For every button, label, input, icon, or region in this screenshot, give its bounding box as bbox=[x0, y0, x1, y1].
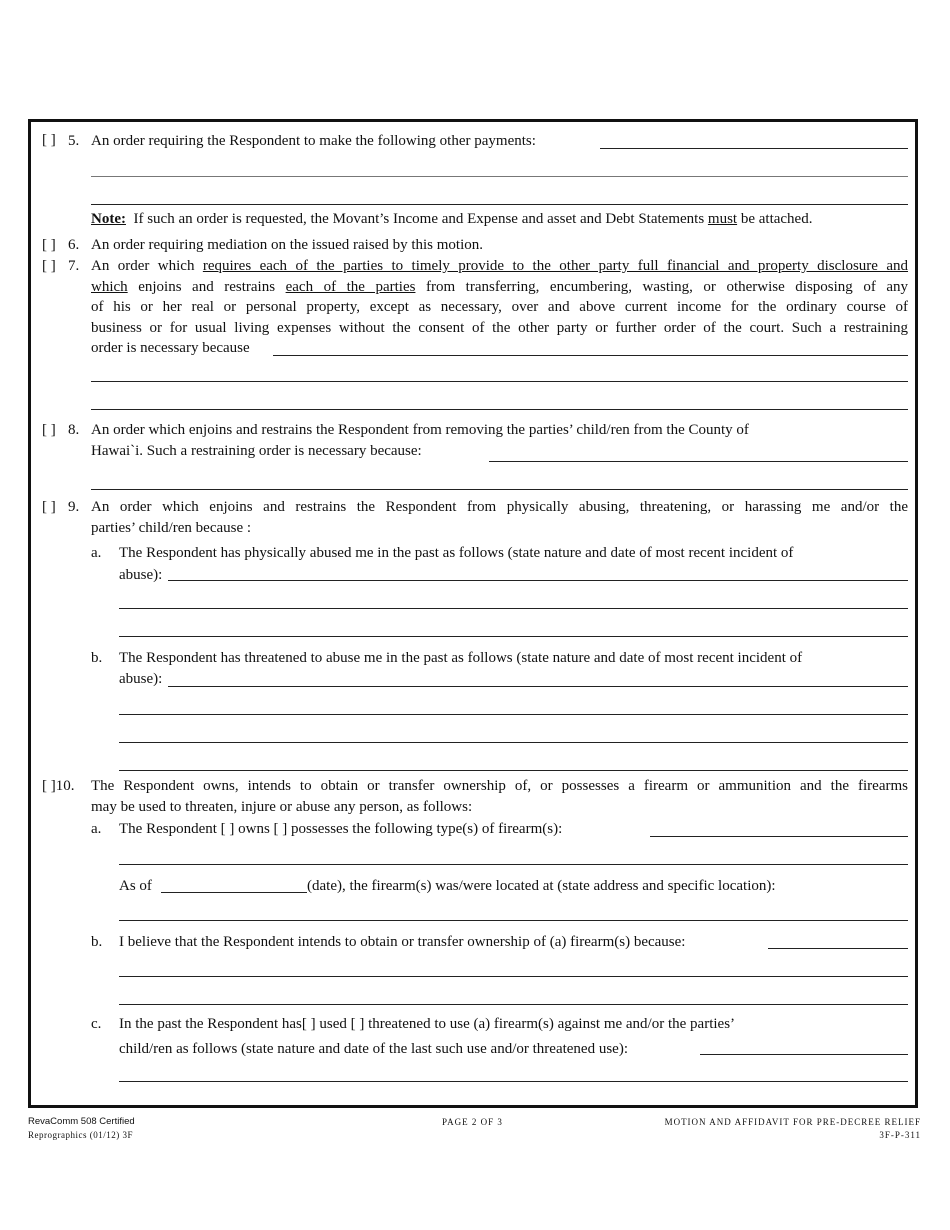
item-5-answer-line-2[interactable] bbox=[91, 176, 908, 177]
note-text-2: be attached. bbox=[740, 211, 813, 227]
item-7-line-3: of his or her real or personal property, except as necessary, over and above current income for the ordinary course of bbox=[91, 299, 908, 315]
checkbox-item-6[interactable]: [ ] bbox=[42, 237, 56, 253]
item-9a-answer-line-3[interactable] bbox=[119, 636, 908, 637]
checkbox-item-7[interactable]: [ ] bbox=[42, 258, 56, 274]
item-7-line-5: order is necessary because bbox=[91, 340, 250, 356]
item-5-answer-line-1[interactable] bbox=[600, 148, 908, 149]
footer-reprographics: Reprographics (01/12) 3F bbox=[28, 1130, 133, 1140]
item-7-line-2 bbox=[91, 277, 908, 298]
item-8-answer-line-1[interactable] bbox=[489, 461, 908, 462]
item-9a-answer-line-2[interactable] bbox=[119, 608, 908, 609]
item-5-note bbox=[91, 209, 812, 229]
checkbox-item-10[interactable]: [ ]10. bbox=[42, 778, 75, 794]
item-10-line-2: may be used to threaten, injure or abuse any person, as follows: bbox=[91, 799, 473, 815]
item-9a-line-1: The Respondent has physically abused me in the past as follows (state nature and date of most recent incident of bbox=[119, 545, 794, 561]
item-7-answer-line-2[interactable] bbox=[91, 381, 908, 382]
checkbox-item-5[interactable]: [ ] bbox=[42, 132, 56, 148]
item-10c-label: c. bbox=[91, 1016, 102, 1032]
item-10c-line-2: child/ren as follows (state nature and date of the last such use and/or threatened use): bbox=[119, 1041, 628, 1057]
checkbox-item-8[interactable]: [ ] bbox=[42, 422, 56, 438]
item-9b-label: b. bbox=[91, 650, 103, 666]
item-9b-answer-line-2[interactable] bbox=[119, 714, 908, 715]
item-10b-answer-line-1[interactable] bbox=[768, 948, 908, 949]
item-7-line-4: business or for usual living expenses without the consent of the other party or further order of the court. Such a restraining bbox=[91, 319, 908, 336]
item-9-line-2: parties’ child/ren because : bbox=[91, 520, 252, 536]
item-10a-location-text: (date), the firearm(s) was/were located at (state address and specific location): bbox=[307, 878, 776, 894]
item-5-answer-line-3[interactable] bbox=[91, 204, 908, 205]
item-7-line-1 bbox=[91, 256, 908, 277]
item-7-line-2d: from transferring, encumbering, wasting, or otherwise disposing of any bbox=[425, 278, 909, 295]
item-7-line-1a: An order which bbox=[91, 258, 195, 274]
item-8-answer-line-2[interactable] bbox=[91, 489, 908, 490]
item-9-number: 9. bbox=[68, 499, 80, 515]
item-8-line-1: An order which enjoins and restrains the Respondent from removing the parties’ child/ren from the County of bbox=[91, 422, 749, 438]
item-10b-text: I believe that the Respondent intends to obtain or transfer ownership of (a) firearm(s) because: bbox=[119, 934, 686, 950]
item-9a-answer-line-1[interactable] bbox=[168, 580, 908, 581]
item-10c-answer-line-1[interactable] bbox=[700, 1054, 908, 1055]
item-9-line-1: An order which enjoins and restrains the Respondent from physically abusing, threatening, or harassing me and/or the bbox=[91, 499, 908, 515]
item-9b-answer-line-4[interactable] bbox=[119, 770, 908, 771]
note-must: must bbox=[707, 211, 738, 227]
item-8-number: 8. bbox=[68, 422, 80, 438]
item-7-answer-line-3[interactable] bbox=[91, 409, 908, 410]
item-7-number: 7. bbox=[68, 258, 80, 274]
item-9a-label: a. bbox=[91, 545, 102, 561]
item-10c-line-1: In the past the Respondent has[ ] used [ ] threatened to use (a) firearm(s) against me and/or the parties’ bbox=[119, 1016, 736, 1032]
item-9b-line-1: The Respondent has threatened to abuse me in the past as follows (state nature and date of most recent incident of bbox=[119, 650, 803, 666]
item-9a-line-2: abuse): bbox=[119, 567, 163, 583]
item-6-text: An order requiring mediation on the issued raised by this motion. bbox=[91, 237, 484, 253]
item-7-line-2c: each of the parties bbox=[285, 278, 416, 295]
item-7-answer-line-1[interactable] bbox=[273, 355, 908, 356]
note-label: Note: bbox=[91, 211, 126, 227]
item-10c-answer-line-2[interactable] bbox=[119, 1081, 908, 1082]
item-10a-firearm-line-1[interactable] bbox=[650, 836, 908, 837]
item-8-line-2: Hawai`i. Such a restraining order is necessary because: bbox=[91, 443, 422, 459]
item-10a-location-line[interactable] bbox=[119, 920, 908, 921]
item-10a-date-field[interactable] bbox=[161, 892, 307, 893]
item-10a-text: The Respondent [ ] owns [ ] possesses the following type(s) of firearm(s): bbox=[119, 821, 563, 837]
note-text-1: If such an order is requested, the Movant’s Income and Expense and asset and Debt Statements bbox=[133, 211, 705, 227]
item-5-number: 5. bbox=[68, 133, 80, 149]
item-10b-label: b. bbox=[91, 934, 103, 950]
item-7-line-2a: which bbox=[91, 278, 128, 295]
item-10a-as-of-label: As of bbox=[119, 878, 152, 894]
item-10-line-1: The Respondent owns, intends to obtain or transfer ownership of, or possesses a firearm or ammunition and the firearms bbox=[91, 778, 908, 794]
item-6-number: 6. bbox=[68, 237, 80, 253]
item-5-text: An order requiring the Respondent to make the following other payments: bbox=[91, 133, 536, 149]
footer-form-title: MOTION AND AFFIDAVIT FOR PRE-DECREE RELIEF bbox=[664, 1117, 921, 1127]
footer-page-number: PAGE 2 OF 3 bbox=[442, 1117, 503, 1127]
item-10a-firearm-line-2[interactable] bbox=[119, 864, 908, 865]
item-9b-line-2: abuse): bbox=[119, 671, 163, 687]
item-7-line-2b: enjoins and restrains bbox=[138, 278, 276, 295]
footer-certification: RevaComm 508 Certified bbox=[28, 1116, 135, 1127]
item-10b-answer-line-2[interactable] bbox=[119, 976, 908, 977]
item-7-line-1b: requires each of the parties to timely provide to the other party full financial and property disclosure and bbox=[202, 258, 909, 274]
item-10a-label: a. bbox=[91, 821, 102, 837]
item-9b-answer-line-3[interactable] bbox=[119, 742, 908, 743]
item-9b-answer-line-1[interactable] bbox=[168, 686, 908, 687]
checkbox-item-9[interactable]: [ ] bbox=[42, 499, 56, 515]
footer-form-number: 3F-P-311 bbox=[879, 1130, 921, 1140]
item-10b-answer-line-3[interactable] bbox=[119, 1004, 908, 1005]
